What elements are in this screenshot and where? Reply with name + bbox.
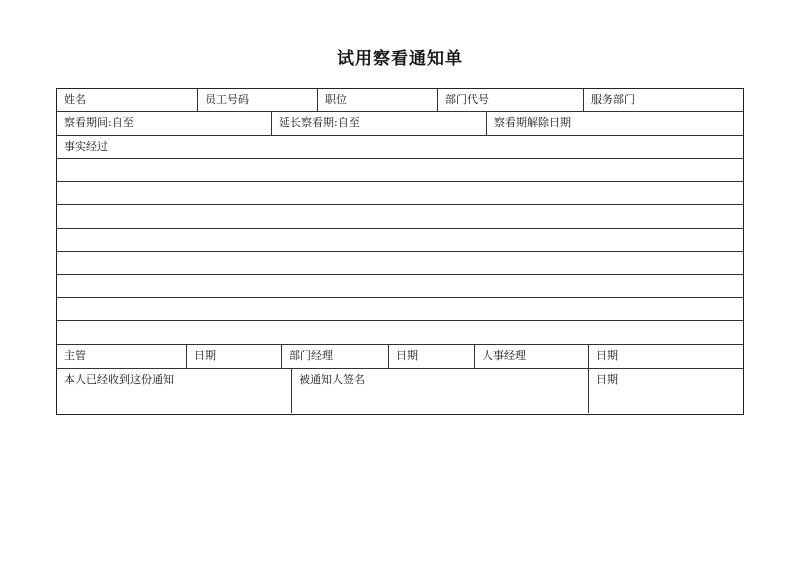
- extended-probation-field[interactable]: 延长察看期:自至: [271, 112, 486, 135]
- supervisor-field[interactable]: 主管: [64, 349, 86, 362]
- dept-code-field[interactable]: 部门代号: [437, 89, 583, 111]
- dept-manager-date-field[interactable]: 日期: [388, 345, 474, 368]
- position-field[interactable]: 职位: [317, 89, 437, 111]
- name-field[interactable]: 姓名: [64, 93, 86, 106]
- probation-notice-form: [56, 88, 744, 415]
- facts-line[interactable]: [57, 182, 743, 205]
- employee-id-field[interactable]: 员工号码: [197, 89, 317, 111]
- facts-line[interactable]: [57, 275, 743, 298]
- facts-line[interactable]: [57, 229, 743, 252]
- received-notice-text: 本人已经收到这份通知: [64, 373, 174, 386]
- acknowledgement-row: [57, 369, 743, 413]
- facts-label-row: [57, 136, 743, 159]
- notified-signature-field[interactable]: 被通知人签名: [291, 369, 588, 413]
- supervisor-date-field[interactable]: 日期: [186, 345, 281, 368]
- period-row: [57, 112, 743, 136]
- facts-line[interactable]: [57, 252, 743, 275]
- facts-label: 事实经过: [64, 140, 108, 153]
- hr-manager-date-field[interactable]: 日期: [588, 345, 745, 368]
- signatures-row: [57, 345, 743, 369]
- facts-line[interactable]: [57, 298, 743, 321]
- form-title: 试用察看通知单: [337, 49, 463, 69]
- facts-line[interactable]: [57, 159, 743, 182]
- probation-period-field[interactable]: 察看期间:自至: [64, 116, 134, 129]
- acknowledgement-date-field[interactable]: 日期: [588, 369, 745, 413]
- service-dept-field[interactable]: 服务部门: [583, 89, 745, 111]
- dept-manager-field[interactable]: 部门经理: [281, 345, 388, 368]
- probation-end-date-field[interactable]: 察看期解除日期: [486, 112, 745, 135]
- hr-manager-field[interactable]: 人事经理: [474, 345, 588, 368]
- facts-line[interactable]: [57, 321, 743, 345]
- info-row: [57, 89, 743, 112]
- facts-line[interactable]: [57, 205, 743, 229]
